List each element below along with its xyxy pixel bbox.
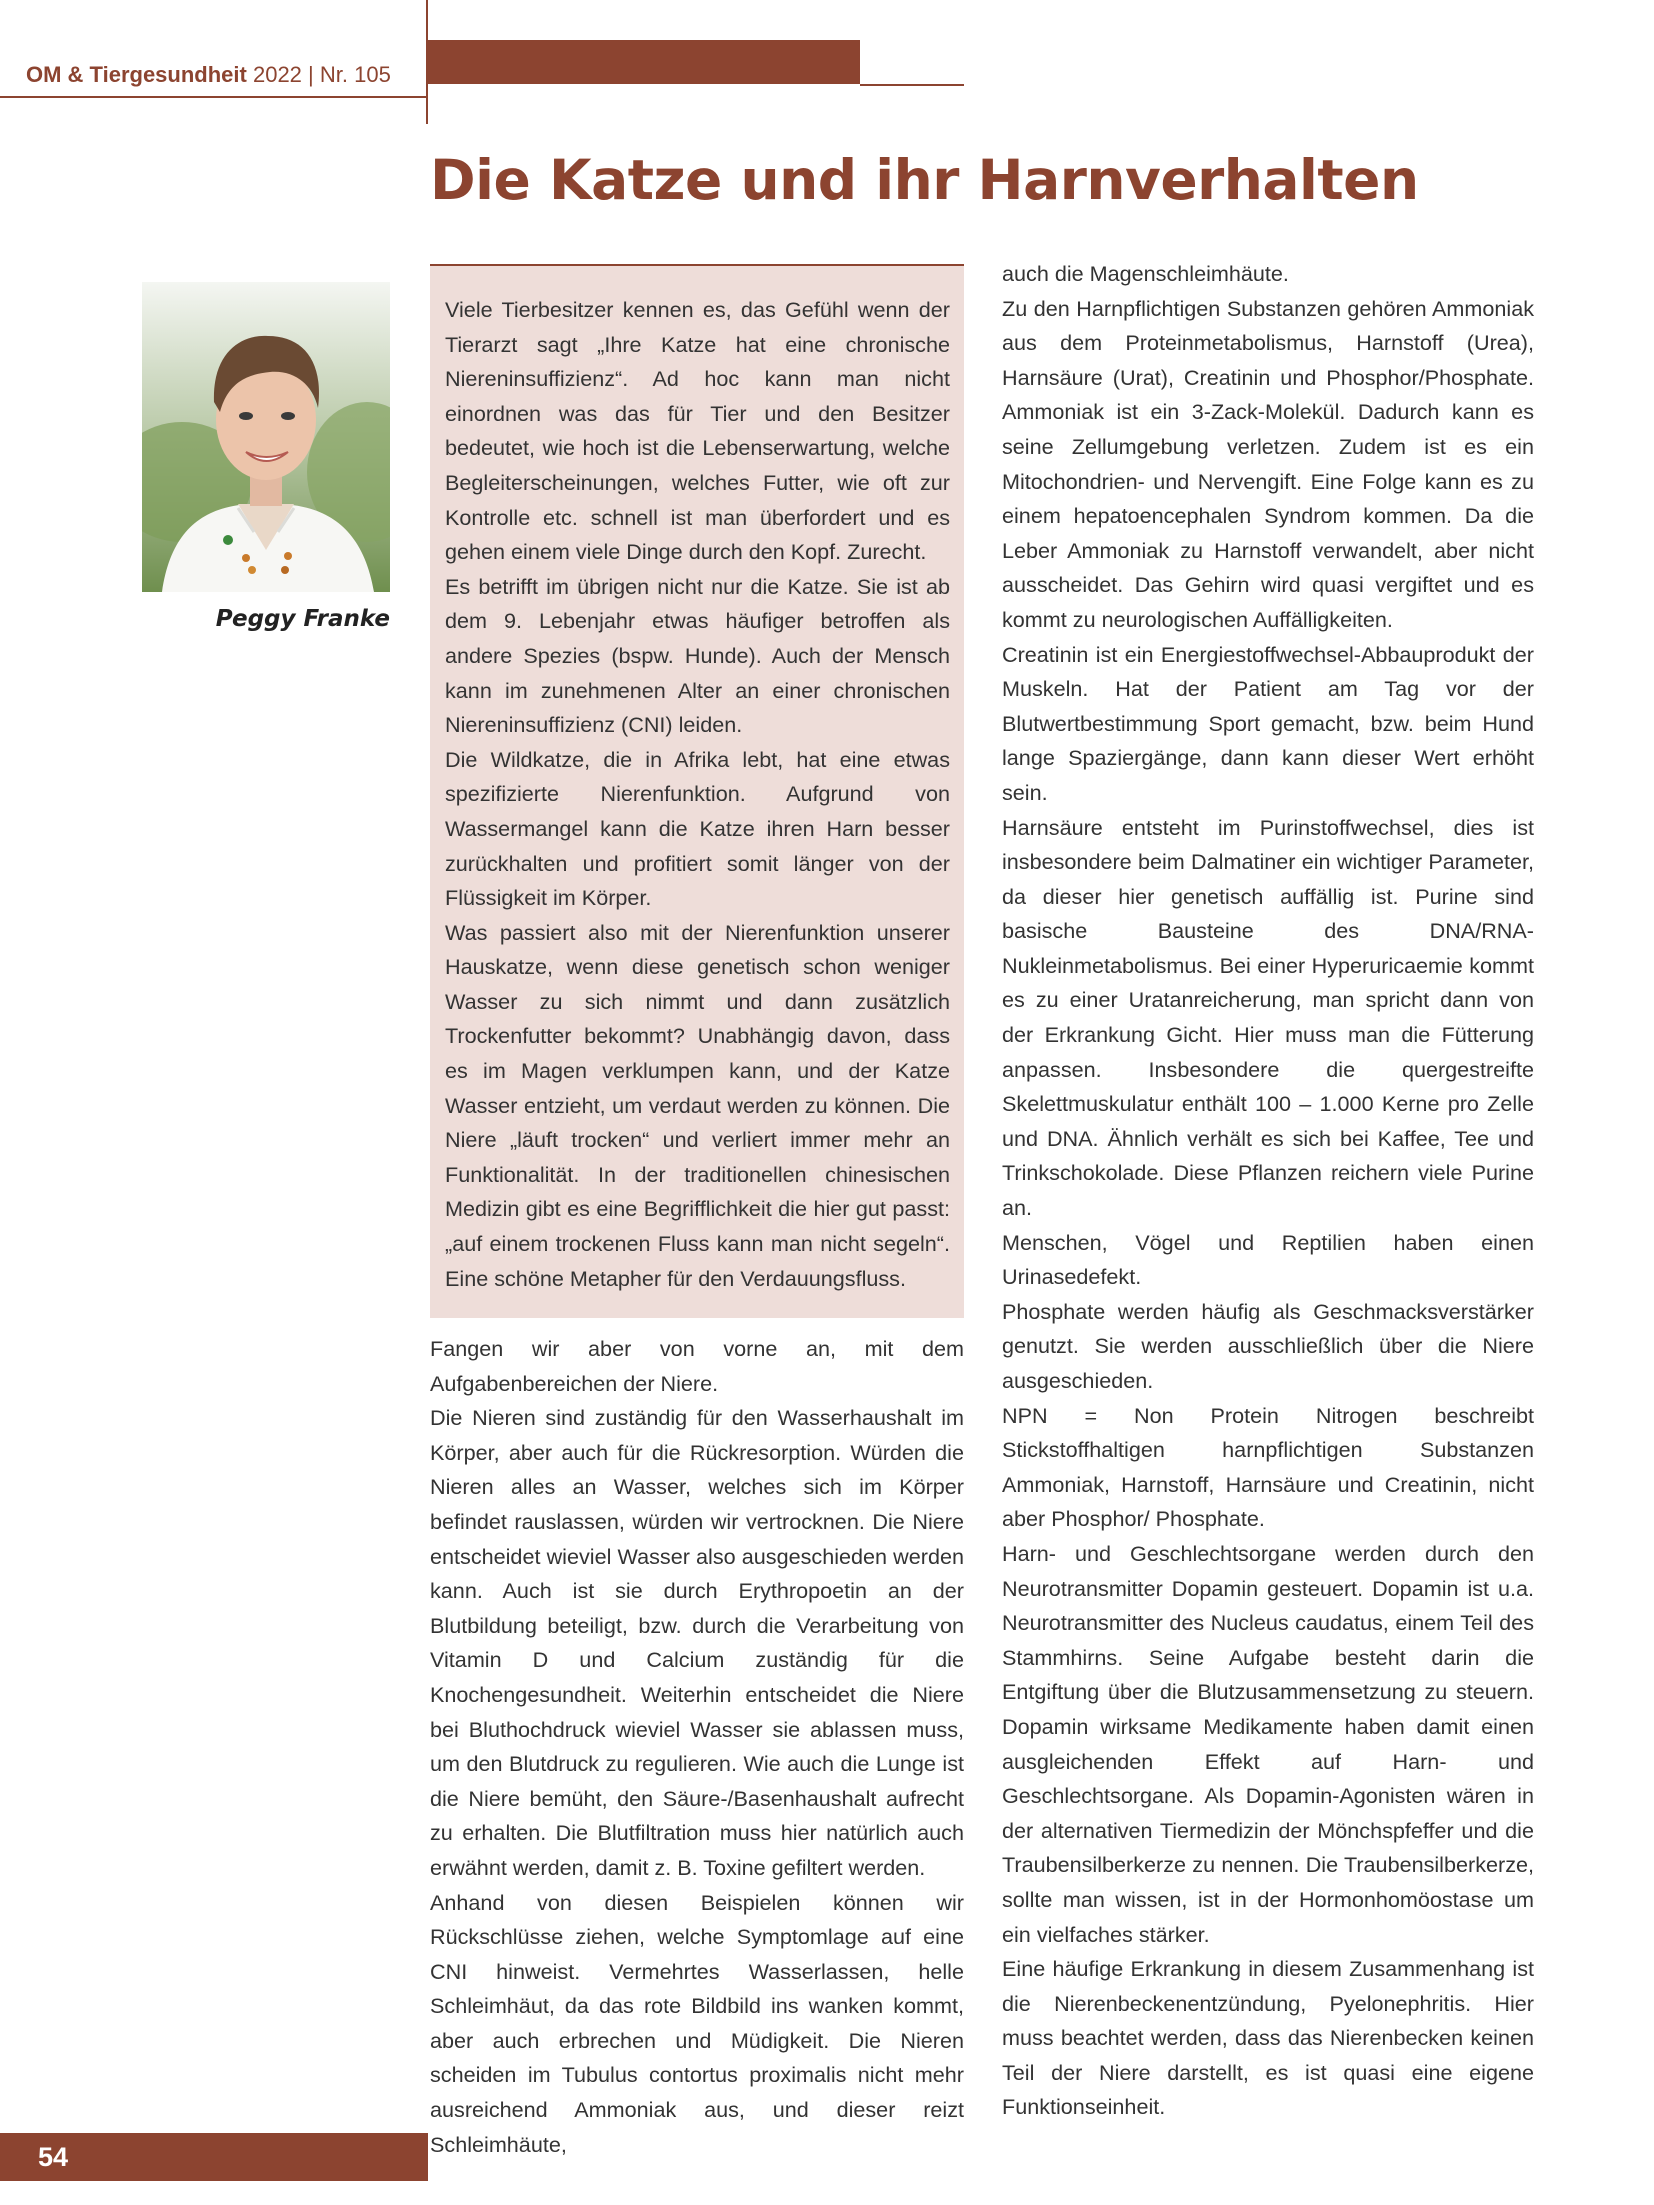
author-portrait: [142, 282, 390, 592]
right-column-body: [1002, 257, 1534, 2125]
left-column-body: [430, 1332, 964, 2162]
body-paragraph: Creatinin ist ein Energiestoffwechsel-Abbauprodukt der Muskeln. Hat der Patient am Tag vor der Blutwertbestimmung Sport gemacht, bzw. beim Hund lange Spaziergänge, dann kann dieser Wert erhöht sein.: [1002, 641, 1534, 805]
body-paragraph: Menschen, Vögel und Reptilien haben einen Urinasedefekt.: [1002, 1229, 1534, 1290]
intro-paragraph: Was passiert also mit der Nierenfunktion unserer Hauskatze, wenn diese genetisch schon weniger Wasser zu sich nimmt und dann zusätzlich Trockenfutter bekommt? Unabhängig davon, dass es im Magen verklumpen kann, und der Katze Wasser entzieht, um verdaut werden zu können. Die Niere „läuft trocken“ und verliert immer mehr an Funktionalität. In der traditionellen chinesischen Medizin gibt es eine Begrifflichkeit die hier gut passt: „auf einem trockenen Fluss kann man nicht segeln“. Eine schöne Metapher für den Verdauungsfluss.: [445, 919, 950, 1291]
page-number: 54: [38, 2142, 69, 2172]
journal-name: OM & Tiergesundheit: [26, 62, 247, 87]
body-paragraph: Harnsäure entsteht im Purinstoffwechsel, dies ist insbesondere beim Dalmatiner ein wichtiger Parameter, da dieser hier genetisch auffällig ist. Purine sind basische Bausteine des DNA/RNA-Nukleinmetabolismus. Bei einer Hyperuricaemie kommt es zu einer Uratanreicherung, man spricht dann von der Erkrankung Gicht. Hier muss man die Fütterung anpassen. Insbesondere die quergestreifte Skelettmuskulatur enthält 100 – 1.000 Kerne pro Zelle und DNA. Ähnlich verhält es sich bei Kaffee, Tee und Trinkschokolade. Diese Pflanzen reichern viele Purine an.: [1002, 814, 1534, 1221]
running-header: [0, 62, 426, 88]
body-paragraph: Phosphate werden häufig als Geschmacksverstärker genutzt. Sie werden ausschließlich über die Niere ausgeschieden.: [1002, 1298, 1534, 1393]
body-paragraph: Harn- und Geschlechtsorgane werden durch den Neurotransmitter Dopamin gesteuert. Dopamin ist u.a. Neurotransmitter des Nucleus caudatus, einem Teil des Stammhirns. Seine Aufgabe besteht darin die Entgiftung über die Blutzusammensetzung zu steuern. Dopamin wirksame Medikamente haben damit einen ausgleichenden Effekt auf Harn- und Geschlechtsorgane. Als Dopamin-Agonisten wären in der alternativen Tiermedizin der Mönchspfeffer und die Traubensilberkerze zu nennen. Die Traubensilberkerze, sollte man wissen, ist in der Hormonhomöostase um ein vielfaches stärker.: [1002, 1540, 1534, 1947]
body-paragraph: Die Nieren sind zuständig für den Wasserhaushalt im Körper, aber auch für die Rückresorption. Würden die Nieren alles an Wasser, welches sich im Körper befindet rauslassen, würden wir vertrocknen. Die Niere entscheidet wieviel Wasser also ausgeschieden werden kann. Auch ist sie durch Erythropoetin an der Blutbildung beteiligt, bzw. durch die Verarbeitung von Vitamin D und Calcium zuständig für die Knochengesundheit. Weiterhin entscheidet die Niere bei Bluthochdruck wieviel Wasser sie ablassen muss, um den Blutdruck zu regulieren. Wie auch die Lunge ist die Niere bemüht, den Säure-/Basenhaushalt aufrecht zu erhalten. Die Blutfiltration muss hier natürlich auch erwähnt werden, damit z. B. Toxine gefiltert werden.: [430, 1405, 964, 1880]
intro-paragraph: Die Wildkatze, die in Afrika lebt, hat eine etwas spezifizierte Nierenfunktion. Aufgrund von Wassermangel kann die Katze ihren Harn besser zurückhalten und profitiert somit länger von der Flüssigkeit im Körper.: [445, 746, 950, 911]
body-paragraph: NPN = Non Protein Nitrogen beschreibt Stickstoffhaltigen harnpflichtigen Substanzen Ammoniak, Harnstoff, Harnsäure und Creatinin, nicht aber Phosphor/ Phosphate.: [1002, 1402, 1534, 1532]
body-paragraph: auch die Magenschleimhäute.: [1002, 261, 1289, 286]
article-title: Die Katze und ihr Harnverhalten: [430, 148, 1419, 212]
header-rule: [0, 96, 428, 98]
intro-box: [430, 264, 964, 1318]
body-paragraph: Fangen wir aber von vorne an, mit dem Aufgabenbereichen der Niere.: [430, 1336, 964, 1396]
portrait-photo-icon: [142, 282, 390, 592]
issue-year: 2022: [252, 62, 302, 87]
intro-paragraph: Es betrifft im übrigen nicht nur die Katze. Sie ist ab dem 9. Lebenjahr etwas häufiger betroffen als andere Spezies (bspw. Hunde). Auch der Mensch kann im zunehmenen Alter an einer chronischen Niereninsuffizienz (CNI) leiden.: [445, 573, 950, 738]
body-paragraph: Eine häufige Erkrankung in diesem Zusammenhang ist die Nierenbeckenentzündung, Pyelonephritis. Hier muss beachtet werden, dass das Nierenbecken keinen Teil der Niere darstellt, es ist quasi eine eigene Funktionseinheit.: [1002, 1956, 1534, 2120]
header-accent-rule: [860, 84, 964, 86]
header-separator: |: [308, 62, 314, 87]
body-paragraph: Zu den Harnpflichtigen Substanzen gehören Ammoniak aus dem Proteinmetabolismus, Harnstoff (Urea), Harnsäure (Urat), Creatinin und Phosphor/Phosphate. Ammoniak ist ein 3-Zack-Molekül. Dadurch kann es seine Zellumgebung verletzen. Zudem ist es ein Mitochondrien- und Nervengift. Eine Folge kann es zu einem hepatoencephalen Syndrom kommen. Da die Leber Ammoniak zu Harnstoff verwandelt, aber nicht ausscheidet. Das Gehirn wird quasi vergiftet und es kommt zu neurologischen Auffälligkeiten.: [1002, 295, 1534, 632]
issue-number: Nr. 105: [319, 62, 391, 87]
author-name: Peggy Franke: [215, 606, 390, 632]
header-accent-bar: [428, 40, 860, 84]
body-paragraph: Anhand von diesen Beispielen können wir Rückschlüsse ziehen, welche Symptomlage auf eine CNI hinweist. Vermehrtes Wasserlassen, helle Schleimhäut, da das rote Bildbild ins wanken kommt, aber auch erbrechen und Müdigkeit. Die Nieren scheiden im Tubulus contortus proximalis nicht mehr ausreichend Ammoniak aus, und dieser reizt Schleimhäute,: [430, 1889, 964, 2157]
intro-paragraph: Viele Tierbesitzer kennen es, das Gefühl wenn der Tierarzt sagt „Ihre Katze hat eine chronische Niereninsuffizienz“. Ad hoc kann man nicht einordnen was das für Tier und den Besitzer bedeutet, wie hoch ist die Lebenserwartung, welche Begleiterscheinungen, welches Futter, wie oft zur Kontrolle etc. schnell ist man überfordert und es gehen einem viele Dinge durch den Kopf. Zurecht.: [445, 297, 950, 565]
